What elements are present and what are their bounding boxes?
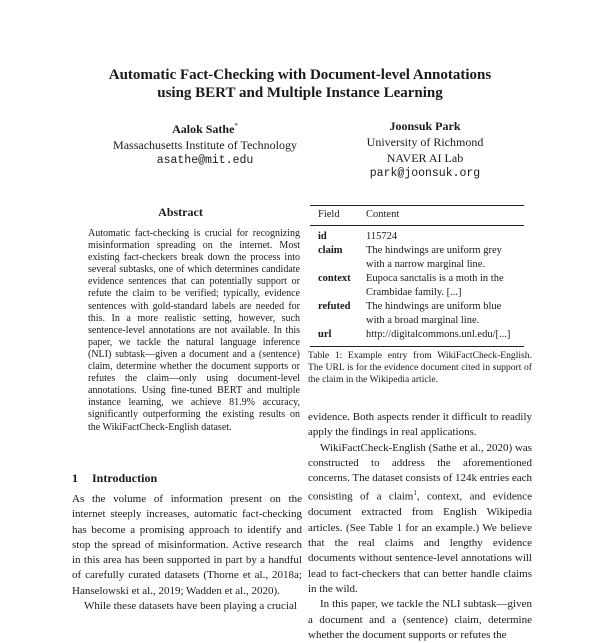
author-affiliation: University of Richmond bbox=[366, 135, 484, 149]
table-header-cell: Field bbox=[318, 209, 340, 220]
abstract-text: Automatic fact-checking is crucial for recognizing misinformation spreading on the internet. Most existing fact-checkers break down the process into several subtasks, one of which determines candidate evidence sentences that can potentially support or refute the claim to be verified; typically, evidence sentences with gold-standard labels are needed for this. In a more realistic setting, however, such sentence-level annotations are not available. In this paper, we tackle the natural language inference (NLI) subtask—given a document and a (sentence) claim, determine whether the document supports or refutes the claim—only using document-level annotations. Using fine-tuned BERT and multiple instance learning, we achieve 81.9% accuracy, significantly outperforming the existing results on the WikiFactCheck-English dataset. bbox=[88, 228, 300, 433]
paragraph: As the volume of information present on the internet steeply increases, automatic fact-checking has become a promising approach to identify and stop the spread of misinformation. Active research in this area has been supported in part by a handful of carefully curated datasets (Thorne et al., 2018a; Hanselowski et al., 2019; Wadden et al., 2020). bbox=[72, 493, 302, 597]
table-caption: Table 1: Example entry from WikiFactCheck-English. The URL is for the evidence document cited in support of the claim in the Wikipedia article. bbox=[308, 350, 532, 385]
table-row bbox=[310, 244, 524, 272]
author-affiliation: Massachusetts Institute of Technology bbox=[113, 138, 297, 152]
table-row bbox=[310, 226, 524, 245]
table-cell-content: http://digitalcommons.unl.edu/[...] bbox=[366, 329, 511, 340]
table-row bbox=[310, 272, 524, 300]
author-block-2 bbox=[310, 118, 540, 182]
table-cell-field: claim bbox=[318, 245, 343, 256]
author-email: park@joonsuk.org bbox=[369, 167, 481, 180]
author-footnote-mark: * bbox=[234, 122, 238, 130]
author-affiliation-2: NAVER AI Lab bbox=[386, 151, 464, 165]
paragraph: evidence. Both aspects render it difficult to readily apply the findings in real applications. bbox=[308, 411, 532, 439]
table-header-row bbox=[310, 206, 524, 226]
author-email: asathe@mit.edu bbox=[156, 154, 254, 167]
footnote-mark: 1 bbox=[413, 489, 417, 498]
table-row bbox=[310, 328, 524, 347]
title-line-2: using BERT and Multiple Instance Learning bbox=[157, 85, 443, 101]
author-name: Aalok Sathe* bbox=[172, 122, 238, 136]
example-table bbox=[310, 205, 524, 347]
table-cell-content: The hindwings are uniform blue with a broad marginal line. bbox=[366, 301, 502, 326]
table-header-cell: Content bbox=[366, 209, 400, 220]
introduction-body bbox=[72, 492, 302, 614]
table-cell-content: 115724 bbox=[366, 231, 398, 242]
abstract-heading: Abstract bbox=[158, 205, 203, 219]
section-number: 1 bbox=[72, 471, 78, 485]
paragraph: WikiFactCheck-English (Sathe et al., 2020) was constructed to address the aforementioned concerns. The dataset consists of 124k entries each consisting of a claim$^1$, context, and evidence document extracted from English Wikipedia articles. (See Table 1 for an example.) We believe that the real claims and lengthy evidence documents without sentence-level annotations will lead to fact-checkers that can better handle claims in the wild. bbox=[308, 441, 533, 595]
table-cell-content: Eupoca sanctalis is a moth in the Crambidae family. [...] bbox=[366, 273, 504, 298]
section-heading bbox=[72, 471, 157, 486]
paragraph: While these datasets have been playing a crucial bbox=[84, 600, 297, 613]
paragraph: In this paper, we tackle the NLI subtask—given a document and a (sentence) claim, determine whether the document supports or refutes the bbox=[308, 598, 532, 641]
right-column-body bbox=[308, 410, 532, 643]
paper-title bbox=[60, 66, 540, 102]
table-cell-content: The hindwings are uniform grey with a narrow marginal line. bbox=[366, 245, 502, 270]
table-row bbox=[310, 300, 524, 328]
title-line-1: Automatic Fact-Checking with Document-level Annotations bbox=[108, 67, 492, 83]
table-cell-field: url bbox=[318, 329, 332, 340]
table-cell-field: id bbox=[318, 231, 327, 242]
table-cell-field: refuted bbox=[318, 301, 351, 312]
author-block-1 bbox=[90, 118, 320, 169]
section-title: Introduction bbox=[92, 471, 158, 485]
author-name: Joonsuk Park bbox=[389, 119, 461, 133]
table-cell-field: context bbox=[318, 273, 351, 284]
